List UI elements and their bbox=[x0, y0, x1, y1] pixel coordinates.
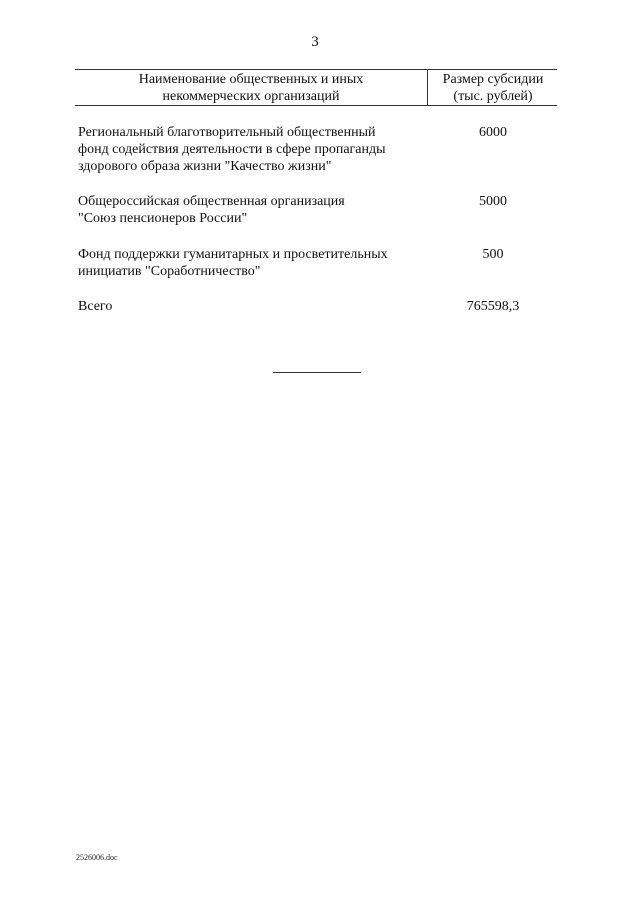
subsidy-amount: 5000 bbox=[479, 194, 507, 209]
total-label: Всего bbox=[78, 299, 113, 314]
table-header-bottom-rule bbox=[75, 105, 557, 106]
column-header-amount bbox=[428, 71, 558, 105]
column-header-organization-line2: некоммерческих организаций bbox=[162, 89, 340, 104]
subsidy-amount: 6000 bbox=[479, 125, 507, 140]
column-header-organization bbox=[75, 71, 427, 105]
column-header-organization-line1: Наименование общественных и иных bbox=[138, 72, 364, 87]
table-top-rule bbox=[75, 69, 557, 70]
total-amount: 765598,3 bbox=[466, 299, 520, 314]
column-header-amount-line1: Размер субсидии bbox=[442, 72, 544, 87]
organization-name: Общероссийская общественная организация "Союз пенсионеров России" bbox=[78, 194, 345, 226]
subsidy-amount: 500 bbox=[482, 247, 504, 262]
column-header-amount-line2: (тыс. рублей) bbox=[453, 89, 533, 104]
organization-name: Региональный благотворительный общественный фонд содействия деятельности в сфере пропаганды здорового образа жизни "Качество жизни" bbox=[78, 125, 386, 174]
organization-name: Фонд поддержки гуманитарных и просветительных инициатив "Соработничество" bbox=[78, 247, 388, 279]
document-end-rule bbox=[273, 372, 361, 373]
footer-file-name: 2526006.doc bbox=[76, 853, 118, 862]
page-number: 3 bbox=[311, 34, 319, 50]
